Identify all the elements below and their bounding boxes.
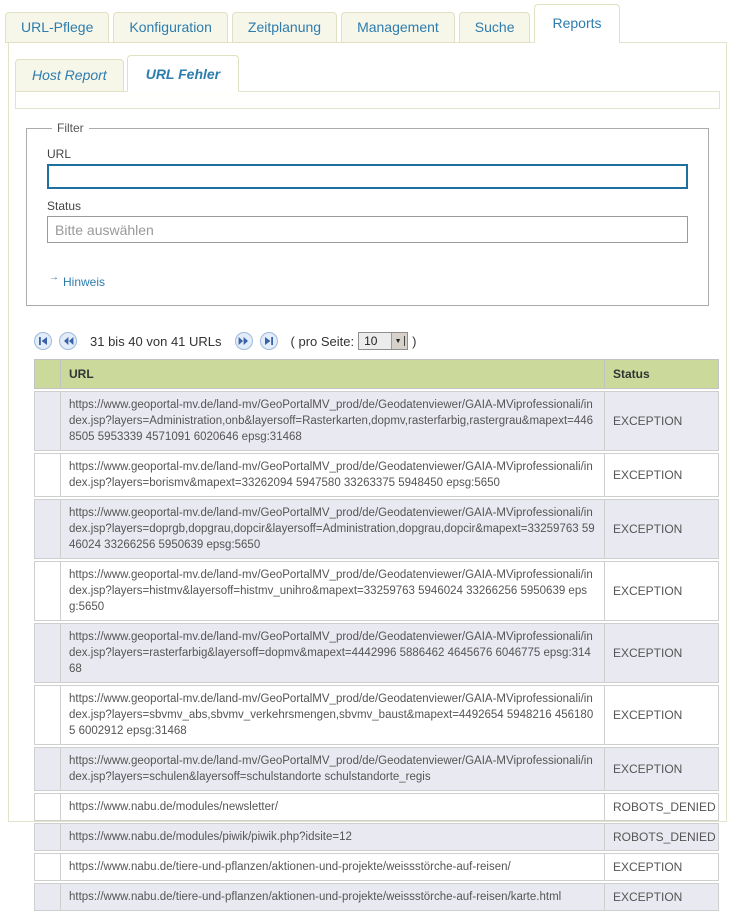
- url-filter-input[interactable]: [47, 164, 688, 189]
- main-tab-reports[interactable]: Reports: [534, 4, 619, 43]
- main-tab-suche[interactable]: Suche: [459, 12, 531, 43]
- row-status-cell: EXCEPTION: [604, 453, 719, 497]
- url-label: URL: [47, 147, 72, 161]
- status-select[interactable]: [47, 216, 688, 243]
- table-row: [34, 391, 719, 451]
- url-error-table: [34, 357, 719, 913]
- row-select-cell: [34, 883, 60, 911]
- toolbar-strip: [15, 91, 720, 109]
- main-tab-zeitplanung[interactable]: Zeitplanung: [232, 12, 337, 43]
- row-status-cell: EXCEPTION: [604, 623, 719, 683]
- row-url-cell: https://www.geoportal-mv.de/land-mv/GeoPortalMV_prod/de/Geodatenviewer/GAIA-MViprofessionali/index.jsp?layers=Administration,onb&layersoff=Rasterkarten,dopmv,rasterfarbig,rastergrau&mapext=4468505 5953339 4571091 6020646 epsg:31468: [60, 391, 604, 451]
- per-page-select[interactable]: [358, 332, 408, 350]
- row-status-cell: EXCEPTION: [604, 685, 719, 745]
- row-url-cell: https://www.geoportal-mv.de/land-mv/GeoPortalMV_prod/de/Geodatenviewer/GAIA-MViprofessionali/index.jsp?layers=borismv&mapext=33262094 5947580 33263375 5948450 epsg:5650: [60, 453, 604, 497]
- row-url-cell: https://www.geoportal-mv.de/land-mv/GeoPortalMV_prod/de/Geodatenviewer/GAIA-MViprofessionali/index.jsp?layers=doprgb,dopgrau,dopcir&layersoff=Administration,dopgrau,dopcir&mapext=33259763 5946024 33266256 5950639 epsg:5650: [60, 499, 604, 559]
- main-tab-bar: [0, 0, 735, 43]
- row-select-cell: [34, 623, 60, 683]
- row-url-cell: https://www.geoportal-mv.de/land-mv/GeoPortalMV_prod/de/Geodatenviewer/GAIA-MViprofessionali/index.jsp?layers=histmv&layersoff=histmv_unihro&mapext=33259763 5946024 33266256 5950639 epsg:5650: [60, 561, 604, 621]
- header-url-column: URL: [60, 359, 604, 389]
- per-page-label: ( pro Seite:: [290, 333, 355, 349]
- row-status-cell: EXCEPTION: [604, 561, 719, 621]
- table-row: [34, 883, 719, 911]
- row-url-cell: https://www.nabu.de/modules/newsletter/: [60, 793, 604, 821]
- sub-tab-url-fehler[interactable]: URL Fehler: [127, 55, 239, 92]
- table-row: [34, 499, 719, 559]
- table-row: [34, 453, 719, 497]
- row-status-cell: EXCEPTION: [604, 883, 719, 911]
- row-status-cell: EXCEPTION: [604, 853, 719, 881]
- row-status-cell: ROBOTS_DENIED: [604, 793, 719, 821]
- filter-fieldset: [26, 121, 709, 306]
- per-page-close: ): [412, 333, 417, 349]
- row-select-cell: [34, 391, 60, 451]
- hinweis-label: Hinweis: [63, 275, 106, 289]
- row-select-cell: [34, 499, 60, 559]
- status-select-placeholder: Bitte auswählen: [55, 221, 154, 238]
- status-label: Status: [47, 199, 82, 213]
- filter-legend: Filter: [57, 121, 84, 135]
- content-panel: [8, 42, 727, 904]
- row-select-cell: [34, 453, 60, 497]
- previous-page-icon[interactable]: [59, 332, 77, 350]
- header-select-column: [34, 359, 60, 389]
- main-tab-url-pflege[interactable]: URL-Pflege: [5, 12, 109, 43]
- table-row: [34, 747, 719, 791]
- row-select-cell: [34, 747, 60, 791]
- sub-tab-host-report[interactable]: Host Report: [15, 59, 124, 92]
- arrow-icon: →: [49, 272, 59, 283]
- row-select-cell: [34, 685, 60, 745]
- hinweis-link[interactable]: [49, 272, 106, 289]
- row-url-cell: https://www.nabu.de/tiere-und-pflanzen/aktionen-und-projekte/weissstörche-auf-reisen/: [60, 853, 604, 881]
- table-row: [34, 853, 719, 881]
- row-url-cell: https://www.geoportal-mv.de/land-mv/GeoPortalMV_prod/de/Geodatenviewer/GAIA-MViprofessionali/index.jsp?layers=rasterfarbig&layersoff=dopmv&mapext=4442996 5886462 4645676 6046775 epsg:31468: [60, 623, 604, 683]
- row-url-cell: https://www.nabu.de/modules/piwik/piwik.php?idsite=12: [60, 823, 604, 851]
- row-select-cell: [34, 823, 60, 851]
- row-url-cell: https://www.geoportal-mv.de/land-mv/GeoPortalMV_prod/de/Geodatenviewer/GAIA-MViprofessionali/index.jsp?layers=schulen&layersoff=schulstandorte schulstandorte_regis: [60, 747, 604, 791]
- table-row: [34, 793, 719, 821]
- row-status-cell: EXCEPTION: [604, 747, 719, 791]
- table-row: [34, 685, 719, 745]
- table-header-row: [34, 359, 719, 389]
- row-status-cell: EXCEPTION: [604, 391, 719, 451]
- chevron-down-icon: ▼: [391, 333, 407, 349]
- next-page-icon[interactable]: [235, 332, 253, 350]
- row-url-cell: https://www.geoportal-mv.de/land-mv/GeoPortalMV_prod/de/Geodatenviewer/GAIA-MViprofessionali/index.jsp?layers=sbvmv_abs,sbvmv_verkehrsmengen,sbvmv_baust&mapext=4492654 5948216 4561805 6002912 epsg:31468: [60, 685, 604, 745]
- per-page-value: 10: [364, 334, 378, 348]
- row-select-cell: [34, 561, 60, 621]
- main-tab-management[interactable]: Management: [341, 12, 455, 43]
- row-select-cell: [34, 793, 60, 821]
- pagination-info: 31 bis 40 von 41 URLs: [90, 333, 222, 349]
- row-url-cell: https://www.nabu.de/tiere-und-pflanzen/aktionen-und-projekte/weissstörche-auf-reisen/karte.html: [60, 883, 604, 911]
- table-row: [34, 823, 719, 851]
- row-status-cell: EXCEPTION: [604, 499, 719, 559]
- pagination-bar: [34, 332, 726, 350]
- main-tab-konfiguration[interactable]: Konfiguration: [113, 12, 228, 43]
- header-status-column: Status: [604, 359, 719, 389]
- table-row: [34, 561, 719, 621]
- table-row: [34, 623, 719, 683]
- sub-tab-bar: [9, 43, 726, 92]
- row-status-cell: ROBOTS_DENIED: [604, 823, 719, 851]
- last-page-icon[interactable]: [260, 332, 278, 350]
- row-select-cell: [34, 853, 60, 881]
- first-page-icon[interactable]: [34, 332, 52, 350]
